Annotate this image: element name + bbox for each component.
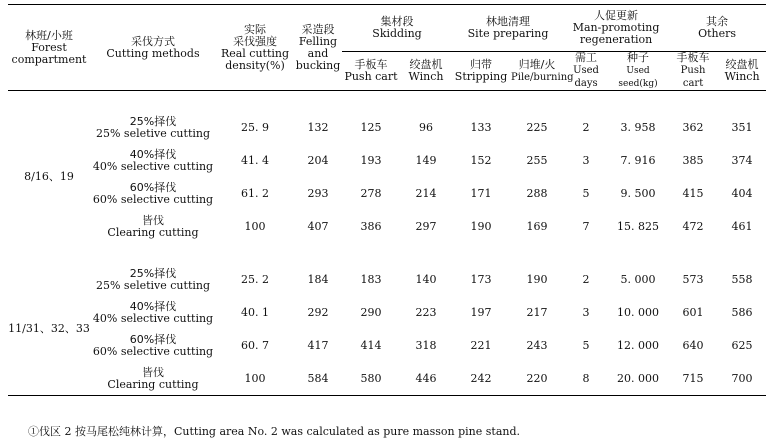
method-en: 40% selective cutting (92, 159, 214, 173)
header-regen-zh: 人促更新 (594, 9, 639, 22)
header-density-zh2: 采伐强度 (233, 34, 277, 48)
days-cell: 2 (582, 272, 590, 286)
subheader-pile-zh: 归堆/火 (518, 57, 556, 71)
method-zh: 40%择伐 (129, 147, 177, 161)
header-skidding-en: Skidding (372, 27, 422, 40)
others-winch-cell: 461 (731, 219, 753, 233)
subheader-pile-en: Pile/burning (511, 71, 574, 83)
header-others (668, 5, 766, 52)
density-cell: 25. 2 (241, 272, 269, 286)
skid-winch-cell: 214 (415, 186, 437, 200)
header-compartment (8, 5, 90, 91)
table-row (8, 362, 766, 396)
method-en: 60% selective cutting (92, 344, 214, 358)
subheader-skid-push-zh: 手板车 (354, 58, 388, 71)
days-cell: 2 (582, 120, 590, 134)
header-density-en1: Real cutting (220, 46, 290, 60)
skid-push-cell: 580 (342, 362, 400, 396)
subheader-others-winch (718, 52, 766, 91)
skid-winch-cell: 96 (419, 120, 433, 134)
seed-cell: 12. 000 (617, 338, 660, 352)
cutting-cost-table (8, 4, 766, 396)
pile-cell: 243 (526, 338, 548, 352)
seed-cell: 20. 000 (608, 362, 668, 396)
method-zh: 皆伐 (142, 213, 164, 227)
header-method-zh: 采伐方式 (131, 34, 175, 48)
others-winch-cell: 558 (731, 272, 753, 286)
table-row (8, 144, 766, 177)
header-felling-en1: Felling (298, 34, 338, 48)
table-row (8, 263, 766, 296)
subheader-used-days-en: Used days (573, 65, 599, 89)
method-zh: 60%择伐 (129, 180, 177, 194)
others-winch-cell: 374 (731, 153, 753, 167)
others-push-cell: 573 (682, 272, 704, 286)
method-zh: 60%择伐 (129, 332, 177, 346)
method-cell (90, 111, 216, 144)
header-site-preparing (452, 5, 564, 52)
header-skidding (342, 5, 452, 52)
strip-cell: 190 (470, 219, 492, 233)
header-felling-en2: and (307, 46, 329, 60)
skid-winch-cell: 297 (415, 219, 437, 233)
felling-cell: 417 (307, 338, 329, 352)
pile-cell: 225 (526, 120, 548, 134)
method-cell (90, 329, 216, 362)
days-cell: 3 (582, 305, 590, 319)
cost-table-wrapper (8, 4, 766, 396)
pile-cell: 288 (526, 186, 548, 200)
felling-cell: 132 (307, 120, 329, 134)
spacer-row (8, 91, 766, 112)
method-cell (90, 144, 216, 177)
method-cell (90, 210, 216, 243)
header-others-zh: 其余 (706, 15, 729, 28)
subheader-others-winch-zh: 绞盘机 (725, 58, 759, 71)
table-footnote: ①伐区 2 按马尾松纯林计算，Cutting area No. 2 was calculated as pure masson pine stand. (28, 425, 521, 438)
subheader-stripping (452, 52, 510, 91)
strip-cell: 133 (470, 120, 492, 134)
header-regen-en1: Man-promoting (572, 21, 660, 34)
felling-cell: 293 (307, 186, 329, 200)
header-density (216, 5, 294, 91)
seed-cell: 15. 825 (617, 219, 660, 233)
method-en: Clearing cutting (107, 377, 199, 391)
spacer-row (8, 243, 766, 263)
skid-push-cell: 290 (360, 305, 382, 319)
seed-cell: 9. 500 (620, 186, 656, 200)
method-en: 40% selective cutting (92, 311, 214, 325)
method-zh: 25%择伐 (129, 266, 177, 280)
density-cell: 61. 2 (241, 186, 269, 200)
skid-push-cell: 386 (360, 219, 382, 233)
density-cell: 41. 4 (241, 153, 269, 167)
skid-winch-cell: 149 (415, 153, 437, 167)
pile-cell: 220 (510, 362, 564, 396)
table-header (8, 5, 766, 91)
subheader-skid-winch-zh: 绞盘机 (409, 58, 443, 71)
compartment-cell: 8/16、19 (24, 170, 74, 183)
header-compartment-zh: 林班/小班 (25, 28, 73, 42)
subheader-used-seed-zh: 种子 (627, 51, 650, 64)
others-winch-cell: 700 (718, 362, 766, 396)
felling-cell: 292 (307, 305, 329, 319)
others-push-cell: 640 (682, 338, 704, 352)
compartment-cell: 11/31、32、33 (8, 263, 90, 396)
others-winch-cell: 351 (731, 120, 753, 134)
skid-winch-cell: 318 (415, 338, 437, 352)
header-row-1 (8, 5, 766, 52)
method-en: 25% seletive cutting (95, 278, 211, 292)
felling-cell: 584 (294, 362, 342, 396)
table-row (8, 296, 766, 329)
skid-push-cell: 125 (360, 120, 382, 134)
subheader-others-winch-en: Winch (724, 70, 760, 83)
table-row (8, 111, 766, 144)
density-cell: 60. 7 (241, 338, 269, 352)
others-winch-cell: 586 (731, 305, 753, 319)
header-method-en: Cutting methods (106, 46, 200, 60)
header-density-en2: density(%) (225, 58, 285, 72)
density-cell: 25. 9 (241, 120, 269, 134)
subheader-pile (510, 52, 574, 91)
others-winch-cell: 404 (731, 186, 753, 200)
subheader-used-seed-en: Used seed(kg) (618, 66, 658, 89)
subheader-stripping-en: Stripping (454, 70, 508, 83)
others-push-cell: 601 (682, 305, 704, 319)
header-compartment-en1: Forest (31, 40, 67, 54)
subheader-used-days-zh: 需工 (575, 51, 598, 64)
felling-cell: 407 (307, 219, 329, 233)
pile-cell: 190 (526, 272, 548, 286)
strip-cell: 173 (470, 272, 492, 286)
subheader-skid-push (342, 52, 400, 91)
subheader-used-seed (608, 52, 668, 91)
header-felling (294, 5, 342, 91)
days-cell: 5 (582, 186, 590, 200)
strip-cell: 171 (470, 186, 492, 200)
subheader-skid-winch (400, 52, 452, 91)
strip-cell: 242 (452, 362, 510, 396)
method-en: Clearing cutting (107, 225, 199, 239)
method-cell (90, 177, 216, 210)
days-cell: 3 (582, 153, 590, 167)
skid-winch-cell: 446 (400, 362, 452, 396)
felling-cell: 204 (307, 153, 329, 167)
pile-cell: 217 (526, 305, 548, 319)
header-method (90, 5, 216, 91)
others-push-cell: 715 (668, 362, 718, 396)
days-cell: 8 (564, 362, 608, 396)
header-others-en: Others (698, 27, 737, 40)
header-felling-en3: bucking (295, 58, 341, 72)
skid-push-cell: 183 (360, 272, 382, 286)
header-site-zh: 林地清理 (486, 15, 531, 28)
density-cell: 40. 1 (241, 305, 269, 319)
method-en: 60% selective cutting (92, 192, 214, 206)
header-regeneration (564, 5, 668, 52)
header-site-en: Site preparing (467, 27, 549, 40)
skid-push-cell: 193 (360, 153, 382, 167)
others-winch-cell: 625 (731, 338, 753, 352)
pile-cell: 255 (526, 153, 548, 167)
header-felling-zh: 采造段 (301, 22, 335, 36)
others-push-cell: 472 (682, 219, 704, 233)
others-push-cell: 415 (682, 186, 704, 200)
subheader-others-push-en: Push cart (680, 65, 706, 89)
method-cell (90, 296, 216, 329)
skid-winch-cell: 223 (415, 305, 437, 319)
subheader-skid-push-en: Push cart (344, 70, 398, 83)
table-row (8, 210, 766, 243)
strip-cell: 221 (470, 338, 492, 352)
others-push-cell: 362 (682, 120, 704, 134)
subheader-skid-winch-en: Winch (408, 70, 444, 83)
skid-winch-cell: 140 (415, 272, 437, 286)
header-regen-en2: regeneration (579, 33, 653, 46)
others-push-cell: 385 (682, 153, 704, 167)
header-density-zh1: 实际 (244, 22, 266, 36)
method-cell (90, 263, 216, 296)
subheader-others-push (668, 52, 718, 91)
skid-push-cell: 278 (360, 186, 382, 200)
seed-cell: 7. 916 (620, 153, 656, 167)
days-cell: 7 (582, 219, 590, 233)
header-skidding-zh: 集材段 (380, 15, 414, 28)
table-row (8, 329, 766, 362)
method-en: 25% seletive cutting (95, 126, 211, 140)
density-cell: 100 (216, 362, 294, 396)
density-cell: 100 (244, 219, 266, 233)
subheader-others-push-zh: 手板车 (676, 51, 710, 64)
table-body (8, 91, 766, 396)
strip-cell: 197 (470, 305, 492, 319)
method-cell (90, 362, 216, 396)
method-zh: 40%择伐 (129, 299, 177, 313)
skid-push-cell: 414 (360, 338, 382, 352)
table-row (8, 177, 766, 210)
strip-cell: 152 (470, 153, 492, 167)
method-zh: 皆伐 (142, 365, 164, 379)
method-zh: 25%择伐 (129, 114, 177, 128)
seed-cell: 5. 000 (620, 272, 656, 286)
subheader-stripping-zh: 归带 (470, 58, 493, 71)
seed-cell: 10. 000 (617, 305, 660, 319)
seed-cell: 3. 958 (620, 120, 656, 134)
felling-cell: 184 (307, 272, 329, 286)
days-cell: 5 (582, 338, 590, 352)
header-compartment-en2: compartment (11, 52, 87, 66)
pile-cell: 169 (526, 219, 548, 233)
